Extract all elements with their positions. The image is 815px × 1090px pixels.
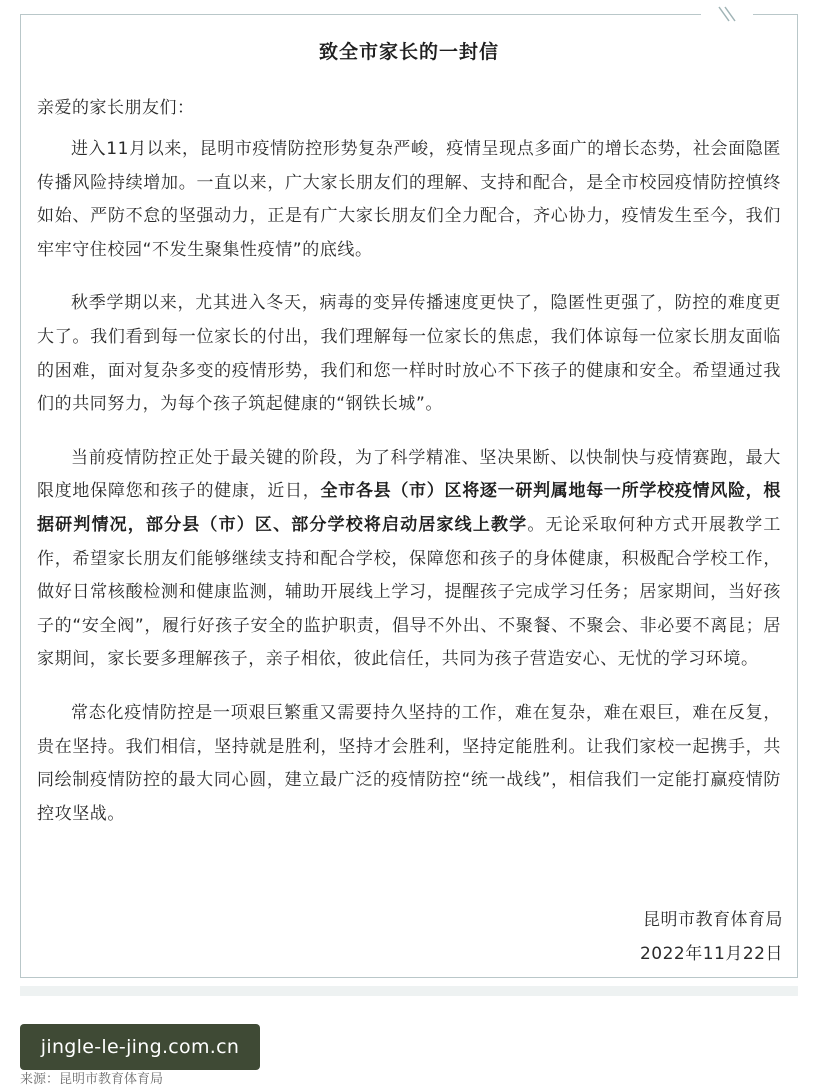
signature (640, 903, 783, 971)
letter-body (37, 133, 781, 851)
letter-greeting: 亲爱的家长朋友们： (37, 98, 195, 118)
paragraph-3-bold: 全市各县（市）区将逐一研判属地每一所学校疫情风险，根据研判情况，部分县（市）区、部分学校将启动居家线上教学 (37, 481, 781, 535)
paragraph-3 (37, 442, 781, 677)
diagonal-stripes-icon (717, 3, 739, 25)
paragraph-2: 秋季学期以来，尤其进入冬天，病毒的变异传播速度更快了，隐匿性更强了，防控的难度更大了。我们看到每一位家长的付出，我们理解每一位家长的焦虑，我们体谅每一位家长朋友面临的困难，面对复杂多变的疫情形势，我们和您一样时时放心不下孩子的健康和安全。希望通过我们的共同努力，为每个孩子筑起健康的“钢铁长城”。 (37, 293, 781, 415)
source-caption: 来源：昆明市教育体育局 (20, 1072, 164, 1087)
paragraph-3-end: 。无论采取何种方式开展教学工作，希望家长朋友们能够继续支持和配合学校，保障您和孩子的身体健康，积极配合学校工作，做好日常核酸检测和健康监测，辅助开展线上学习，提醒孩子完成学习任务；居家期间，当好孩子的“安全阀”，履行好孩子安全的监护职责，倡导不外出、不聚餐、不聚会、非必要不离昆；居家期间，家长要多理解孩子，亲子相依，彼此信任，共同为孩子营造安心、无忧的学习环境。 (37, 514, 781, 670)
watermark-badge: jingle-le-jing.com.cn (20, 1024, 260, 1070)
letter-title: 致全市家长的一封信 (318, 41, 499, 63)
paragraph-1: 进入11月以来，昆明市疫情防控形势复杂严峻，疫情呈现点多面广的增长态势，社会面隐匿传播风险持续增加。一直以来，广大家长朋友们的理解、支持和配合，是全市校园疫情防控慎终如始、严防不怠的坚强动力，正是有广大家长朋友们全力配合，齐心协力，疫情发生至今，我们牢牢守住校园“不发生聚集性疫情”的底线。 (37, 139, 781, 260)
signature-org: 昆明市教育体育局 (643, 910, 783, 930)
bottom-band (20, 986, 798, 996)
paragraph-4: 常态化疫情防控是一项艰巨繁重又需要持久坚持的工作，难在复杂，难在艰巨，难在反复，贵在坚持。我们相信，坚持就是胜利，坚持才会胜利，坚持定能胜利。让我们家校一起携手，共同绘制疫情防控的最大同心圆，建立最广泛的疫情防控“统一战线”，相信我们一定能打赢疫情防控攻坚战。 (37, 702, 781, 824)
signature-date: 2022年11月22日 (639, 944, 783, 964)
paragraph-3-start: 当前疫情防控正处于最关键的阶段，为了科学精准、坚决果断、以快制快与疫情赛跑，最大限度地保障您和孩子的健康，近日， (37, 447, 781, 502)
letter-frame (20, 14, 798, 978)
